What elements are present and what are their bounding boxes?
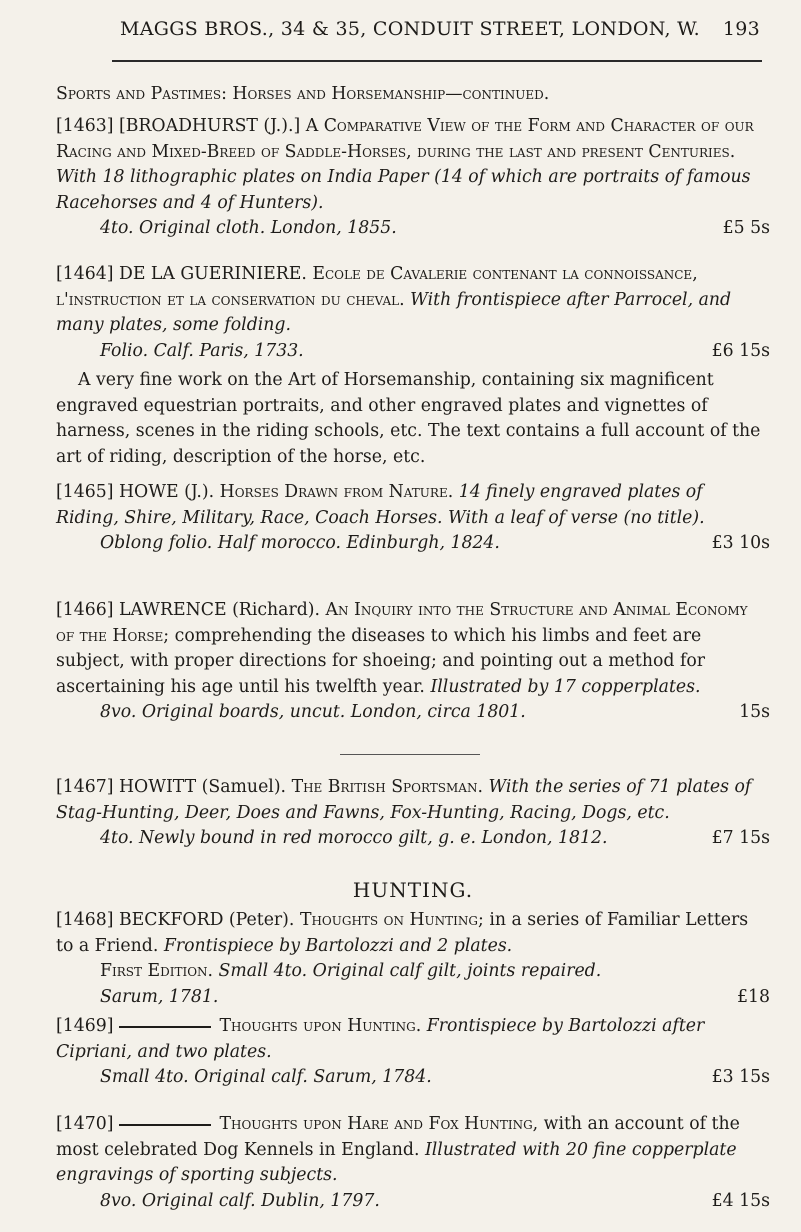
- entry-price: £7 15s: [711, 828, 770, 848]
- entry-price: £6 15s: [711, 340, 770, 361]
- entry-note: A very fine work on the Art of Horsemanship, containing six magnificent engraved equestrian portraits, and other engraved plates and vignettes of harness, scenes in the riding schools, etc. The text contains a full account of the art of riding, description of the horse, etc.: [56, 370, 761, 467]
- entry-number: [1463]: [56, 116, 114, 136]
- entry-price: £3 10s: [711, 533, 770, 553]
- entry-number: [1469]: [56, 1016, 114, 1036]
- entry-title: Horses Drawn from Nature.: [219, 482, 454, 502]
- entry-author: [BROADHURST (J.).]: [118, 116, 301, 136]
- entry-1463: [56, 114, 770, 242]
- entry-number: [1468]: [56, 910, 114, 930]
- entry-author: DE LA GUERINIERE.: [118, 264, 307, 284]
- entry-1467: [56, 775, 770, 852]
- entry-illustrated: Illustrated with 20 fine copperplate engravings of sporting subjects.: [56, 1139, 737, 1185]
- entry-imprint: 8vo. Original calf. Dublin, 1797.: [100, 1190, 380, 1211]
- entry-1465: [56, 480, 770, 557]
- entry-price: £3 15s: [711, 1067, 770, 1087]
- entry-price: 15s: [739, 702, 770, 722]
- entry-imprint: 4to. Original cloth. London, 1855.: [100, 218, 397, 238]
- entry-description: With the series of 71 plates of Stag-Hunting, Deer, Does and Fawns, Fox-Hunting, Racing, Dogs, etc.: [56, 777, 752, 823]
- entry-description: With 18 lithographic plates on India Paper (14 of which are portraits of famous Racehorses and 4 of Hunters).: [56, 167, 751, 213]
- entry-imprint: Small 4to. Original calf. Sarum, 1784.: [100, 1067, 432, 1087]
- page-header: [120, 18, 760, 40]
- entry-description: in a series of Familiar Letters to a Friend.: [56, 910, 749, 956]
- entry-author: HOWE (J.).: [118, 482, 215, 502]
- entry-1464: [56, 262, 770, 470]
- entry-title: The British Sportsman.: [291, 777, 483, 797]
- entry-price: £18: [737, 986, 770, 1007]
- publisher-line: MAGGS BROS., 34 & 35, CONDUIT STREET, LONDON, W.: [120, 18, 700, 40]
- entry-description: 14 finely engraved plates of Riding, Shire, Military, Race, Coach Horses. With a leaf of verse (no title).: [56, 482, 705, 528]
- entry-imprint: Small 4to. Original calf gilt, joints repaired.: [218, 961, 602, 981]
- hunting-heading: HUNTING.: [352, 878, 474, 902]
- divider-rule: [340, 754, 480, 755]
- entry-illustrated: Frontispiece by Bartolozzi and 2 plates.: [163, 935, 513, 956]
- entry-description: comprehending the diseases to which his limbs and feet are subject, with proper directions for shoeing; and pointing out a method for ascertaining his age until his twelfth year.: [56, 625, 706, 697]
- entry-description: With frontispiece after Parrocel, and many plates, some folding.: [56, 289, 732, 335]
- entry-title: A Comparative View of the Form and Character of our Racing and Mixed-Breed of Saddle-Horses, during the last and present Centuries.: [56, 116, 754, 162]
- entry-1469: [56, 1014, 770, 1091]
- entry-imprint: 4to. Newly bound in red morocco gilt, g. e. London, 1812.: [100, 828, 608, 848]
- entry-title: Thoughts upon Hunting.: [219, 1016, 422, 1036]
- entry-number: [1464]: [56, 264, 114, 284]
- entry-author: LAWRENCE (Richard).: [118, 600, 321, 620]
- entry-imprint: Oblong folio. Half morocco. Edinburgh, 1824.: [100, 533, 500, 553]
- entry-edition: First Edition.: [100, 961, 214, 981]
- entry-illustrated: Illustrated by 17 copperplates.: [430, 676, 701, 697]
- entry-title: Thoughts on Hunting;: [299, 910, 484, 930]
- entry-imprint: 8vo. Original boards, uncut. London, circa 1801.: [100, 702, 526, 722]
- entry-title: An Inquiry into the Structure and Animal Economy of the Horse;: [56, 600, 748, 646]
- entry-price: £4 15s: [711, 1190, 770, 1211]
- entry-description: Frontispiece by Bartolozzi after Cipriani, and two plates.: [56, 1016, 705, 1062]
- section-title: Sports and Pastimes: Horses and Horsemanship—continued.: [56, 84, 550, 104]
- entry-price: £5 5s: [722, 218, 770, 238]
- entry-number: [1466]: [56, 600, 114, 620]
- entry-imprint: Folio. Calf. Paris, 1733.: [100, 340, 304, 361]
- entry-title: Ecole de Cavalerie contenant la connoissance, l'instruction et la conservation du cheval.: [56, 264, 698, 310]
- page-number: 193: [722, 18, 760, 40]
- entry-1470: [56, 1112, 770, 1214]
- entry-number: [1467]: [56, 777, 114, 797]
- header-rule: [112, 60, 762, 62]
- entry-number: [1465]: [56, 482, 114, 502]
- entry-description: with an account of the most celebrated Dog Kennels in England.: [56, 1114, 740, 1160]
- entry-title: Thoughts upon Hare and Fox Hunting,: [219, 1114, 539, 1134]
- entry-author: BECKFORD (Peter).: [118, 910, 295, 930]
- entry-author: HOWITT (Samuel).: [118, 777, 287, 797]
- entry-1468: [56, 908, 770, 1010]
- entry-number: [1470]: [56, 1114, 114, 1134]
- ditto-dash: [119, 1124, 211, 1126]
- ditto-dash: [119, 1026, 211, 1028]
- entry-1466: [56, 598, 770, 726]
- entry-imprint-place: Sarum, 1781.: [100, 986, 219, 1007]
